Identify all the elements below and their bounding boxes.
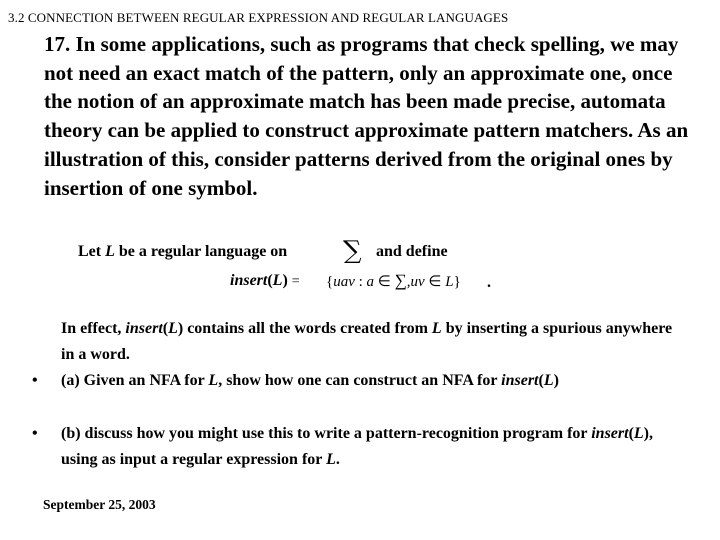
sigma-glyph: ∑ xyxy=(343,237,362,263)
bullet-marker: • xyxy=(32,372,38,389)
formula-uav: uav xyxy=(333,274,355,290)
bullet-b-L1: L xyxy=(633,425,644,442)
insert-open: ( xyxy=(267,272,273,289)
bullet-a-L2: L xyxy=(543,372,554,389)
formula-uv: uv xyxy=(410,274,425,290)
effect-close: ) xyxy=(177,320,184,337)
bullet-b-L2: L xyxy=(326,451,336,468)
bullet-b-part2: ), using as input a regular expression for xyxy=(61,425,653,468)
effect-paragraph xyxy=(61,316,681,368)
formula-in1: ∈ xyxy=(374,274,395,290)
insert-set-formula xyxy=(326,268,486,294)
bullet-a-open: ( xyxy=(538,372,544,389)
let-line xyxy=(78,243,287,261)
insert-close: ) xyxy=(282,272,288,289)
footer-date: September 25, 2003 xyxy=(43,497,156,512)
bullet-a-part1: (a) Given an NFA for xyxy=(61,372,209,389)
sigma-symbol xyxy=(341,237,371,263)
formula-colon: : xyxy=(354,274,367,290)
effect-L2: L xyxy=(431,320,442,337)
effect-tail: by inserting a spurious anywhere in a word. xyxy=(61,320,673,363)
insert-lhs xyxy=(230,272,300,290)
brace-close: } xyxy=(453,274,461,290)
formula-L: L xyxy=(445,274,454,290)
bullet-text-a xyxy=(61,368,661,394)
formula-sigma: ∑ xyxy=(394,271,407,290)
main-paragraph: 17. In some applications, such as programs that check spelling, we may not need an exact match of the pattern, only an approximate one, once the notion of an approximate match has been made precise, automata theory can be applied to construct approximate pattern matchers. As an illustration of this, consider patterns derived from the original ones by insertion of one symbol. xyxy=(44,32,689,200)
bullet-b-open: ( xyxy=(628,425,634,442)
insert-name: insert xyxy=(230,272,268,289)
bullet-a-close: ) xyxy=(553,372,559,389)
formula-comma: , xyxy=(406,274,411,290)
and-define-text: and define xyxy=(376,243,448,260)
bullet-b-part1: (b) discuss how you might use this to write a pattern-recognition program for xyxy=(61,425,592,442)
bullet-a-insert: insert xyxy=(501,372,539,389)
effect-insert: insert xyxy=(125,320,163,337)
effect-mid: contains all the words created from xyxy=(183,320,432,337)
definition-period: . xyxy=(487,274,491,291)
insert-arg: L xyxy=(272,272,283,289)
brace-open: { xyxy=(326,274,334,290)
effect-lead: In effect, xyxy=(61,320,126,337)
let-prefix: Let xyxy=(78,243,106,260)
bullet-marker: • xyxy=(32,425,38,442)
svg-text:{uav : a ∈ ∑,uv ∈ L} xyxy=(326,271,461,290)
bullet-b-end: . xyxy=(335,451,340,468)
bullet-a-part2: , show how one can construct an NFA for xyxy=(218,372,502,389)
let-middle: be a regular language on xyxy=(114,243,288,260)
bullet-b-insert: insert xyxy=(591,425,629,442)
language-symbol: L xyxy=(105,243,115,260)
formula-in2: ∈ xyxy=(424,274,446,290)
bullet-text-b xyxy=(61,421,661,473)
effect-open: ( xyxy=(162,320,169,337)
effect-L1: L xyxy=(168,320,178,337)
section-header: 3.2 CONNECTION BETWEEN REGULAR EXPRESSION AND REGULAR LANGUAGES xyxy=(8,10,509,25)
bullet-a-L1: L xyxy=(208,372,219,389)
equals-sign: = xyxy=(291,274,300,289)
formula-a: a xyxy=(366,274,375,290)
